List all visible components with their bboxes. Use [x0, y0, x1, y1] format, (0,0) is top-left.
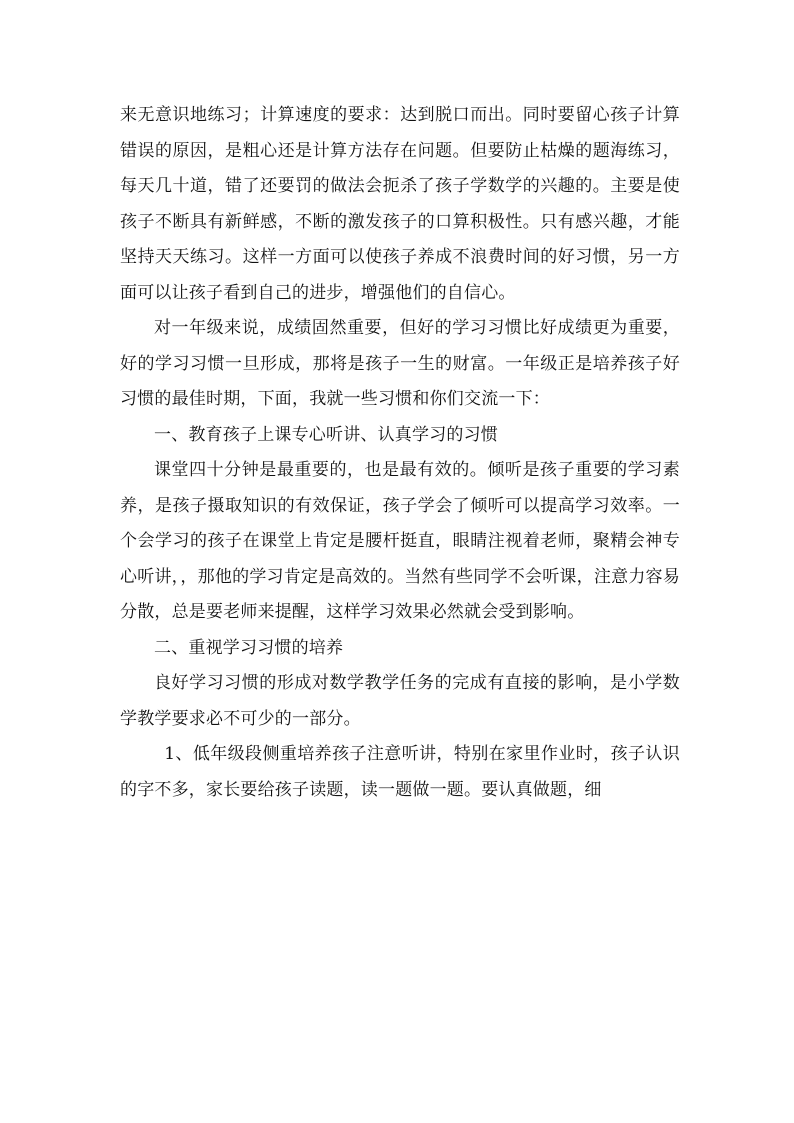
paragraph-intro: 对一年级来说，成绩固然重要，但好的学习习惯比好成绩更为重要，好的学习习惯一旦形成，那将是孩子一生的财富。一年级正是培养孩子好习惯的最佳时期，下面，我就一些习惯和你们交流一下： — [120, 318, 680, 409]
paragraph-listening: 课堂四十分钟是最重要的，也是最有效的。倾听是孩子重要的学习素养，是孩子摄取知识的有效保证，孩子学会了倾听可以提高学习效率。一个会学习的孩子在课堂上肯定是腰杆挺直，眼睛注视着老师，聚精会神专心听讲，，那他的学习肯定是高效的。当然有些同学不会听课，注意力容易分散，总是要老师来提醒，这样学习效果必然就会受到影响。 — [120, 460, 680, 622]
paragraph-point-1: 1、低年级段侧重培养孩子注意听讲，特别在家里作业时，孩子认识的字不多，家长要给孩子读题，读一题做一题。要认真做题，细 — [120, 744, 680, 800]
paragraph-habits: 良好学习习惯的形成对数学教学任务的完成有直接的影响，是小学数学教学要求必不可少的一部分。 — [120, 673, 680, 729]
paragraph-continuation: 来无意识地练习；计算速度的要求：达到脱口而出。同时要留心孩子计算错误的原因，是粗心还是计算方法存在问题。但要防止枯燥的题海练习，每天几十道，错了还要罚的做法会扼杀了孩子学数学的兴趣的。主要是使孩子不断具有新鲜感，不断的激发孩子的口算积极性。只有感兴趣，才能坚持天天练习。这样一方面可以使孩子养成不浪费时间的好习惯，另一方面可以让孩子看到自己的进步，增强他们的自信心。 — [120, 105, 680, 303]
document-body — [120, 98, 680, 808]
section-heading-1: 一、教育孩子上课专心听讲、认真学习的习惯 — [154, 424, 498, 445]
section-heading-2: 二、重视学习习惯的培养 — [154, 637, 344, 658]
